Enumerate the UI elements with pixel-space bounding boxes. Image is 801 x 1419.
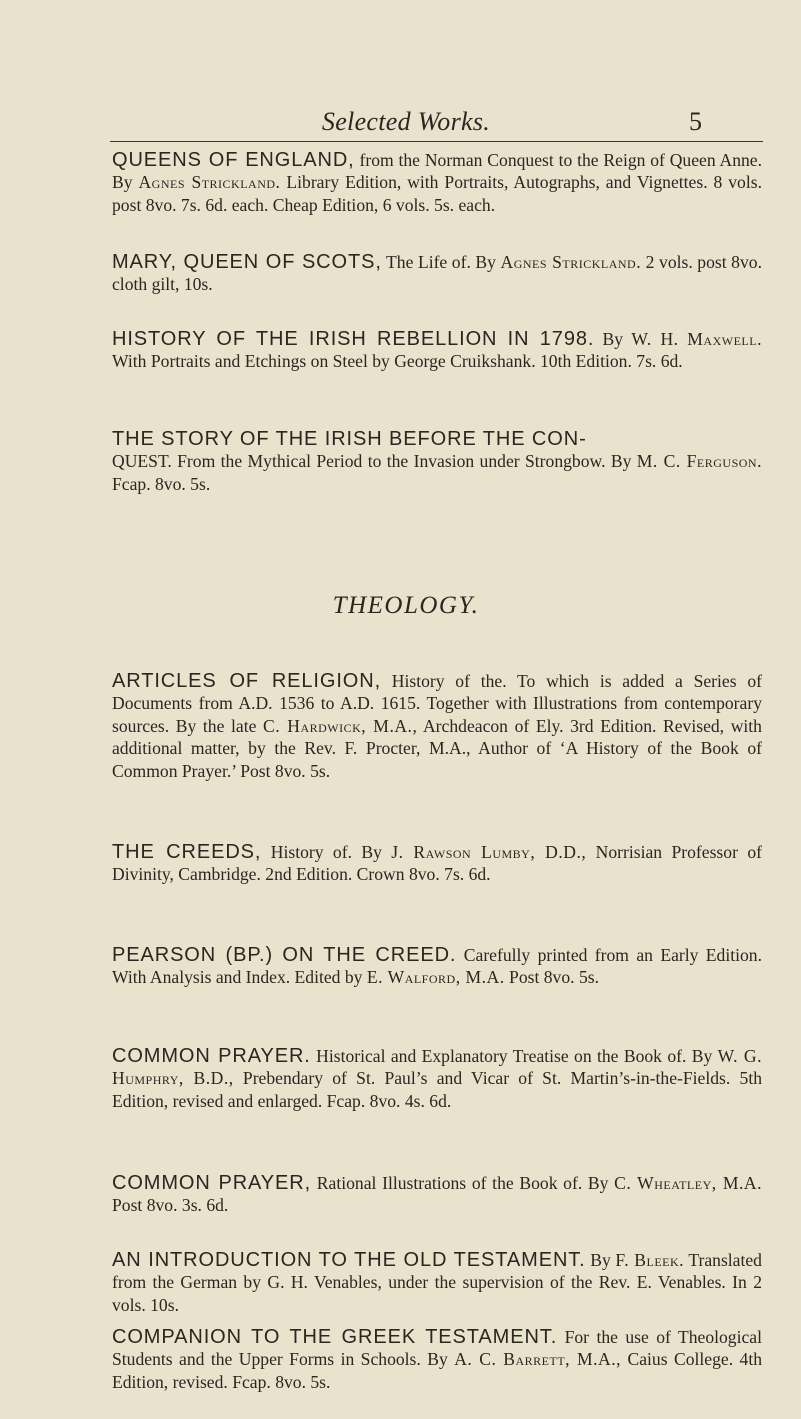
- entry-pearson-on-the-creed: [112, 944, 762, 989]
- entry-heading: QUEENS OF ENGLAND,: [112, 149, 355, 171]
- entry-author: Agnes Strickland.: [138, 172, 281, 193]
- entry-author: J. Rawson Lumby, D.D.,: [391, 842, 587, 862]
- entry-author: F. Bleek.: [615, 1250, 685, 1270]
- entry-text: QUEST. From the Mythical Period to the Invasion under Strongbow. By: [112, 451, 637, 472]
- entry-heading: HISTORY OF THE IRISH REBELLION IN 1798.: [112, 328, 595, 350]
- entry-text: Library Edition, with Portraits, Autographs, and Vignettes. 8 vols. post 8vo. 7s. 6d. each. Cheap Edition, 6 vols. 5s. each.: [112, 172, 762, 215]
- entry-author: Agnes Strickland.: [500, 252, 642, 272]
- entry-heading: PEARSON (BP.) ON THE CREED.: [112, 944, 457, 966]
- entry-text: Rational Illustrations of the Book of. By: [311, 1173, 615, 1193]
- entry-author: E. Walford, M.A.: [366, 967, 505, 988]
- header-rule: [110, 141, 763, 142]
- entry-text: History of the. To which is added a Series of Documents from A.D. 1536 to A.D. 1615. Together with Illustrations from contemporary sources. By the late: [112, 671, 762, 736]
- entry-author: C. Hardwick, M.A.,: [263, 715, 418, 736]
- entry-heading: MARY, QUEEN OF SCOTS,: [112, 251, 382, 273]
- entry-text: For the use of Theological Students and the Upper Forms in Schools. By: [112, 1327, 762, 1370]
- entry-heading: ARTICLES OF RELIGION,: [112, 670, 382, 692]
- entry-text: Caius College. 4th Edition, revised. Fcap. 8vo. 5s.: [112, 1349, 763, 1392]
- entry-queens-of-england: [112, 149, 762, 216]
- entry-text: Post 8vo. 5s.: [504, 967, 599, 988]
- entry-common-prayer-illustrations: [112, 1172, 762, 1217]
- entry-text: Post 8vo. 3s. 6d.: [112, 1195, 229, 1216]
- entry-heading: THE CREEDS,: [112, 841, 262, 863]
- entry-articles-of-religion: [112, 670, 762, 782]
- entry-heading: COMPANION TO THE GREEK TESTAMENT.: [112, 1326, 558, 1348]
- entry-heading: AN INTRODUCTION TO THE OLD TESTAMENT.: [112, 1249, 586, 1271]
- entry-author: C. Wheatley, M.A.: [614, 1173, 762, 1193]
- entry-text: Historical and Explanatory Treatise on the Book of. By: [310, 1046, 718, 1066]
- entry-author: M. C. Ferguson.: [636, 451, 762, 472]
- entry-text: The Life of. By: [381, 252, 501, 272]
- entry-story-of-the-irish: [112, 428, 762, 495]
- entry-greek-testament-companion: [112, 1326, 762, 1393]
- section-title-theology: THEOLOGY.: [332, 592, 480, 619]
- entry-author: A. C. Barrett, M.A.,: [454, 1349, 622, 1370]
- entry-mary-queen-of-scots: [112, 251, 762, 296]
- entry-text: Translated from the German by G. H. Venables, under the supervision of the Rev. E. Venables. In 2 vols. 10s.: [112, 1250, 762, 1315]
- running-title: Selected Works.: [321, 107, 491, 136]
- entry-text: from the Norman Conquest to the Reign of Queen Anne. By: [112, 150, 762, 193]
- entry-text: Prebendary of St. Paul’s and Vicar of St. Martin’s-in-the-Fields. 5th Edition, revised and enlarged. Fcap. 8vo. 4s. 6d.: [112, 1068, 763, 1111]
- entry-irish-rebellion: [112, 328, 762, 373]
- page-number: 5: [689, 107, 702, 136]
- entry-text: Carefully printed from an Early Edition. With Analysis and Index. Edited by: [112, 945, 762, 988]
- entry-heading: COMMON PRAYER.: [112, 1045, 311, 1067]
- entry-text: History of. By: [261, 842, 392, 862]
- entry-text: 2 vols. post 8vo. cloth gilt, 10s.: [112, 252, 762, 295]
- entry-old-testament-introduction: [112, 1249, 762, 1316]
- entry-heading: THE STORY OF THE IRISH BEFORE THE CON-: [112, 428, 587, 450]
- entry-text: Fcap. 8vo. 5s.: [112, 473, 211, 494]
- entry-author: W. G. Humphry, B.D.,: [112, 1046, 762, 1089]
- entry-author: W. H. Maxwell.: [631, 329, 762, 349]
- entry-text: Archdeacon of Ely. 3rd Edition. Revised, with additional matter, by the Rev. F. Procter, M.A., Author of ‘A History of the Book of Common Prayer.’ Post 8vo. 5s.: [112, 715, 762, 781]
- entry-heading: COMMON PRAYER,: [112, 1172, 312, 1194]
- entry-text: With Portraits and Etchings on Steel by George Cruikshank. 10th Edition. 7s. 6d.: [112, 351, 683, 372]
- entry-the-creeds: [112, 841, 762, 886]
- entry-text: By: [585, 1250, 616, 1270]
- entry-common-prayer-treatise: [112, 1045, 762, 1112]
- entry-text: By: [594, 329, 632, 349]
- entry-text: Norrisian Professor of Divinity, Cambridge. 2nd Edition. Crown 8vo. 7s. 6d.: [112, 842, 762, 885]
